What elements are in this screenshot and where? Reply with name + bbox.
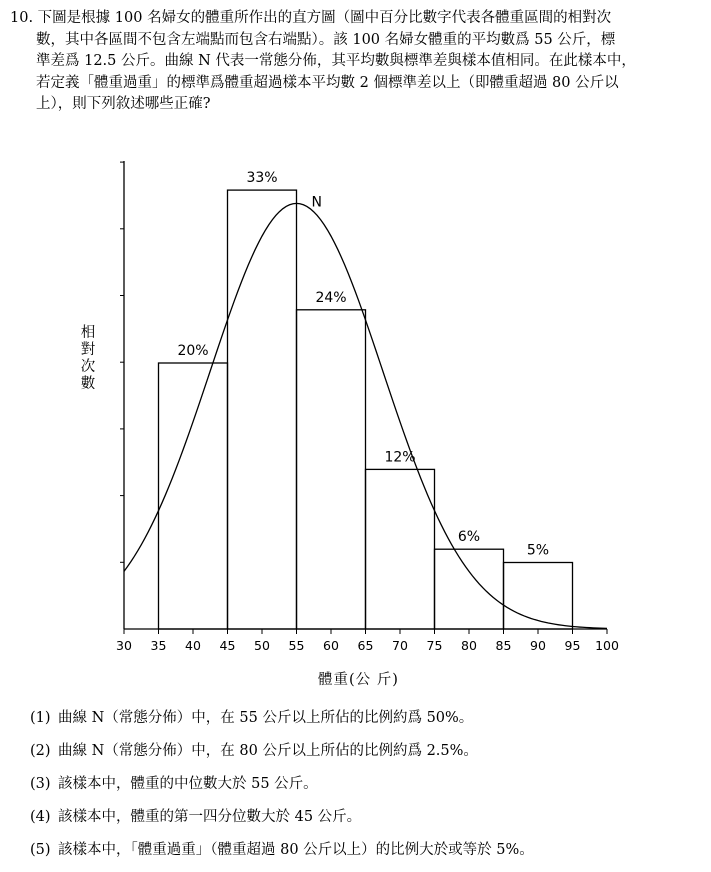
- question-text: [10, 8, 700, 116]
- x-tick-label-35: 35: [150, 638, 167, 653]
- x-axis-label: 體重(公 斤): [318, 672, 399, 688]
- option-4[interactable]: [30, 806, 534, 839]
- question-number: 10.: [10, 10, 34, 26]
- question-line-1: [10, 8, 700, 30]
- option-4-text: 該樣本中，體重的第一四分位數大於 45 公斤。: [58, 809, 362, 825]
- bar-label-85-95: 5%: [526, 542, 550, 559]
- bar-label-35-45: 20%: [177, 343, 209, 359]
- option-3[interactable]: [30, 773, 534, 806]
- option-5[interactable]: [30, 839, 534, 872]
- x-tick-label-90: 90: [530, 638, 546, 653]
- option-4-number: (4): [30, 809, 51, 825]
- bar-85-95: [504, 563, 573, 630]
- x-tick-label-100: 100: [595, 638, 619, 653]
- bar-35-45: [159, 363, 228, 629]
- x-tick-label-40: 40: [185, 638, 201, 653]
- bar-55-65: [297, 310, 366, 629]
- option-1[interactable]: [30, 707, 534, 740]
- x-tick-label-50: 50: [254, 638, 270, 653]
- x-tick-label-60: 60: [323, 638, 339, 653]
- question-line-2: 數，其中各區間不包含左端點而包含右端點）。該 100 名婦女體重的平均數爲 55 公斤，標: [36, 31, 616, 48]
- x-tick-label-75: 75: [426, 638, 443, 653]
- answer-options: [30, 707, 534, 872]
- bar-65-75: [366, 469, 435, 629]
- option-2-number: (2): [30, 743, 51, 759]
- x-tick-label-65: 65: [357, 638, 374, 653]
- bar-label-65-75: 12%: [384, 449, 416, 466]
- x-tick-label-70: 70: [392, 638, 408, 653]
- question-line-5: 上），則下列敘述哪些正確?: [36, 96, 211, 112]
- question-line-1-text: 下圖是根據 100 名婦女的體重所作出的直方圖（圖中百分比數字代表各體重區間的相對次: [37, 10, 612, 26]
- option-5-number: (5): [30, 842, 51, 858]
- curve-label-n: N: [311, 194, 322, 211]
- x-tick-label-55: 55: [288, 638, 305, 653]
- y-axis-label: 相對次數: [80, 325, 96, 392]
- x-tick-label-95: 95: [564, 638, 581, 653]
- option-3-text: 該樣本中，體重的中位數大於 55 公斤。: [58, 776, 318, 792]
- x-tick-label-85: 85: [495, 638, 512, 653]
- option-3-number: (3): [30, 776, 51, 792]
- option-1-number: (1): [30, 710, 51, 726]
- x-tick-label-45: 45: [219, 638, 236, 653]
- bar-label-45-55: 33%: [246, 170, 278, 187]
- question-line-3: 準差爲 12.5 公斤。曲線 N 代表一常態分佈，其平均數與標準差與樣本值相同。在此樣本中，: [36, 53, 636, 69]
- x-tick-label-80: 80: [461, 638, 477, 653]
- bar-label-55-65: 24%: [315, 289, 347, 306]
- bar-label-75-85: 6%: [457, 529, 481, 546]
- option-1-text: 曲線 N（常態分佈）中，在 55 公斤以上所佔的比例約爲 50%。: [58, 710, 474, 726]
- question-line-4: 若定義「體重過重」的標準爲體重超過樣本平均數 2 個標準差以上（即體重超過 80 公斤以: [36, 74, 619, 91]
- x-tick-label-30: 30: [116, 638, 132, 653]
- bar-75-85: [435, 549, 504, 629]
- option-5-text: 該樣本中，「體重過重」（體重超過 80 公斤以上）的比例大於或等於 5%。: [58, 842, 534, 858]
- bar-45-55: [228, 190, 297, 629]
- histogram-chart: [0, 145, 711, 665]
- option-2[interactable]: [30, 740, 534, 773]
- option-2-text: 曲線 N（常態分佈）中，在 80 公斤以上所佔的比例約爲 2.5%。: [58, 743, 478, 759]
